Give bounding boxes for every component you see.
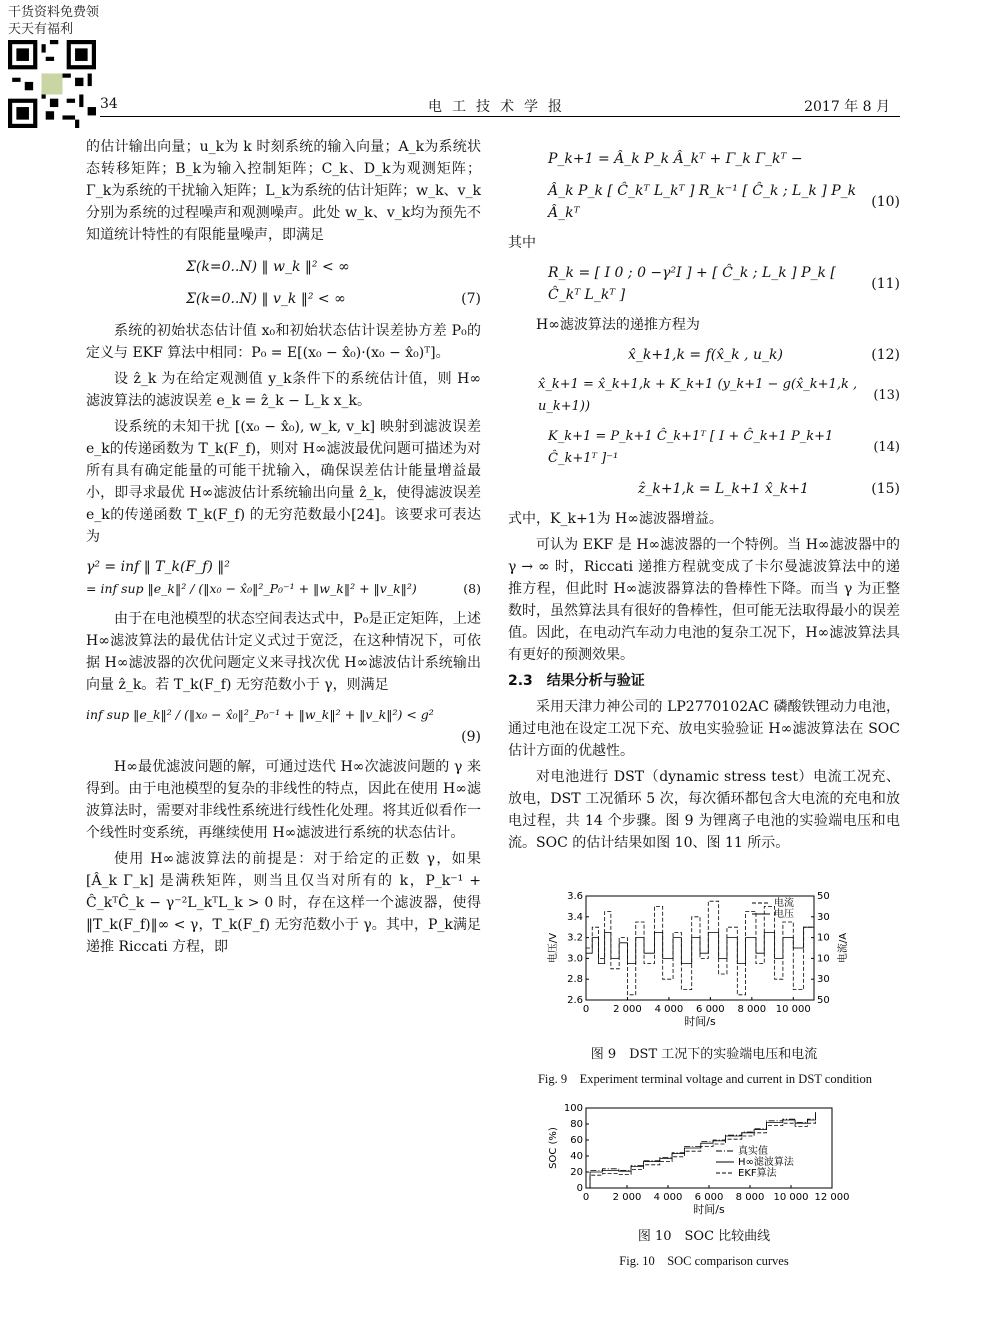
x-axis-label: 时间/s — [684, 1015, 716, 1028]
y-tick-label: 100 — [563, 1103, 583, 1114]
paragraph: 系统的初始状态估计值 x₀和初始状态估计误差协方差 P₀的定义与 EKF 算法中相同：P₀ = E[(x₀ − x̂₀)·(x₀ − x̂₀)ᵀ]。 — [86, 323, 481, 361]
y2-tick-label: 10 — [817, 932, 830, 944]
x-tick-label: 4 000 — [654, 1004, 684, 1015]
paragraph: H∞滤波算法的递推方程为 — [536, 317, 700, 333]
x-tick-label: 6 000 — [694, 1192, 724, 1203]
y-tick-label: 2.6 — [567, 995, 583, 1006]
figure-9-caption: 图 9 DST 工况下的实验端电压和电流 — [590, 1047, 818, 1062]
x-axis-label: 时间/s — [693, 1203, 725, 1216]
equation-number: (9) — [461, 729, 481, 745]
paragraph: 设 ẑ_k 为在给定观测值 y_k条件下的系统估计值，则 H∞滤波算法的滤波误差 e_k = ẑ_k − L_k x_k。 — [86, 371, 481, 409]
y-tick-label: 3.0 — [567, 953, 583, 965]
equation-number: (14) — [873, 440, 900, 455]
x-tick-label: 4 000 — [653, 1192, 683, 1203]
equation-text: ẑ_k+1,k = L_k+1 x̂_k+1 — [638, 481, 809, 497]
y-tick-label: 20 — [570, 1167, 583, 1178]
page-header — [100, 94, 900, 117]
equation-15 — [508, 478, 900, 500]
right-column — [508, 140, 900, 858]
equation-text: Σ(k=0..N) ‖ v_k ‖² < ∞ — [186, 291, 346, 307]
equation-number: (11) — [871, 276, 900, 292]
section-heading: 2.3 结果分析与验证 — [508, 673, 645, 689]
equation-text: P_k+1 = Â_k P_k Â_kᵀ + Γ_k Γ_kᵀ − — [548, 151, 803, 167]
series-line — [586, 1112, 816, 1188]
left-column — [86, 136, 481, 962]
equation-10 — [508, 148, 900, 224]
paragraph: 使用 H∞滤波算法的前提是：对于给定的正数 γ，如果 [Â_k Γ_k] 是满秩矩阵，则当且仅当对所有的 k，P_k⁻¹ + Ĉ_kᵀĈ_k − γ⁻²L_kᵀL_k > 0 时，存在这样一个滤波器，使得 ‖T_k(F_f)‖∞ < γ，T_k(F_f) 无穷范数小于 γ。其中，P_k满足递推 Riccati 方程，即 — [86, 851, 481, 955]
equation-number: (8) — [463, 581, 481, 596]
qr-code-icon — [8, 40, 96, 128]
equation-text: x̂_k+1,k = f(x̂_k , u_k) — [628, 347, 783, 363]
y2-tick-label: 10 — [817, 953, 830, 965]
paragraph: 设系统的未知干扰 [(x₀ − x̂₀), w_k, v_k] 映射到滤波误差 e_k的传递函数为 T_k(F_f)，则对 H∞滤波最优问题可描述为对所有具有确定能量的可能干扰输入，确保误差估计能量增益最小，即寻求最优 H∞滤波估计系统输出向量 ẑ_k，使得滤波误差 e_k的传递函数 T_k(F_f) 的无穷范数最小[24]。该要求可表达为 — [86, 419, 481, 545]
equation-number: (7) — [461, 291, 481, 307]
equation-text: inf sup ‖e_k‖² / (‖x₀ − x̂₀‖²_P₀⁻¹ + ‖w_k‖² + ‖v_k‖²) < g² — [86, 707, 434, 722]
paragraph: 式中，K_k+1为 H∞滤波器增益。 — [508, 511, 723, 527]
y-tick-label: 3.6 — [567, 891, 583, 902]
x-tick-label: 10 000 — [775, 1004, 811, 1015]
legend-label: 真实值 — [738, 1146, 768, 1157]
x-tick-label: 0 — [582, 1192, 590, 1203]
equation-number: (10) — [871, 194, 900, 210]
legend-label: EKF算法 — [738, 1168, 777, 1179]
journal-title: 电工技术学报 — [428, 99, 572, 115]
equation-text: Σ(k=0..N) ‖ w_k ‖² < ∞ — [186, 259, 350, 275]
y-tick-label: 80 — [570, 1119, 583, 1130]
x-tick-label: 2 000 — [613, 1004, 642, 1015]
legend-label: 电流 — [774, 898, 794, 909]
issue-date: 2017 年 8 月 — [804, 99, 890, 115]
paragraph: 的估计输出向量；u_k为 k 时刻系统的输入向量；A_k为系统状态转移矩阵；B_k为输入控制矩阵；C_k、D_k为观测矩阵；Γ_k为系统的干扰输入矩阵；L_k为系统的估计矩阵；w_k、v_k分别为系统的过程噪声和观测噪声。此处 w_k、v_k均为预先不知道统计特性的有限能量噪声，即满足 — [86, 139, 481, 243]
legend-label: 电压 — [774, 909, 794, 920]
equation-text: Â_k P_k [ Ĉ_kᵀ L_kᵀ ] R_k⁻¹ [ Ĉ_k ; L_k ] P_k Â_kᵀ — [548, 183, 857, 221]
legend-label: H∞滤波算法 — [738, 1157, 794, 1168]
paragraph: 其中 — [508, 235, 536, 251]
x-tick-label: 10 000 — [773, 1192, 809, 1203]
paragraph: H∞最优滤波问题的解，可通过迭代 H∞次滤波问题的 γ 来得到。由于电池模型的复杂的非线性的特点，因此在使用 H∞滤波算法时，需要对非线性系统进行线性化处理。将其近似看作一个线性时变系统，再继续使用 H∞滤波进行系统的状态估计。 — [86, 759, 481, 841]
equation-7 — [186, 256, 481, 310]
page-number: 34 — [100, 96, 118, 112]
x-tick-label: 0 — [582, 1004, 590, 1015]
y-tick-label: 0 — [576, 1183, 583, 1194]
equation-8 — [86, 556, 481, 600]
series-line — [586, 1114, 816, 1188]
y2-tick-label: 50 — [817, 891, 830, 902]
figure-10-caption-en: Fig. 10 SOC comparison curves — [619, 1254, 789, 1268]
figure-10-caption: 图 10 SOC 比较曲线 — [637, 1229, 771, 1244]
equation-number: (15) — [871, 481, 900, 497]
figure-9-caption-en: Fig. 9 Experiment terminal voltage and current in DST condition — [537, 1072, 873, 1086]
paragraph: 对电池进行 DST（dynamic stress test）电流工况充、放电，DST 工况循环 5 次，每次循环都包含大电流的充电和放电过程，共 14 个步骤。图 9 为锂离子电池的实验端电压和电流。SOC 的估计结果如图 10、图 11 所示。 — [508, 769, 900, 851]
paragraph: 可认为 EKF 是 H∞滤波器的一个特例。当 H∞滤波器中的 γ → ∞ 时，Riccati 递推方程就变成了卡尔曼滤波算法中的递推方程，但此时 H∞滤波器算法的鲁棒性下降。而当 γ 为正整数时，虽然算法具有很好的鲁棒性，但可能无法取得最小的误差值。因此，在电动汽车动力电池的复杂工况下，H∞滤波算法具有更好的预测效果。 — [508, 537, 900, 663]
figure-10-chart — [546, 1100, 856, 1218]
y2-tick-label: 30 — [817, 911, 830, 923]
y2-tick-label: 50 — [817, 995, 830, 1006]
equation-text: x̂_k+1 = x̂_k+1,k + K_k+1 (y_k+1 − g(x̂_k+1,k , u_k+1)) — [538, 377, 858, 414]
equation-text: R_k = [ I 0 ; 0 −γ²I ] + [ Ĉ_k ; L_k ] P_k [ Ĉ_kᵀ L_kᵀ ] — [548, 265, 836, 303]
y2-axis-label: 电流/A — [838, 932, 849, 964]
equation-text: = inf sup ‖e_k‖² / (‖x₀ − x̂₀‖²_P₀⁻¹ + ‖w_k‖² + ‖v_k‖²) — [86, 581, 417, 596]
x-tick-label: 12 000 — [814, 1192, 850, 1203]
y-tick-label: 3.4 — [567, 911, 583, 923]
x-tick-label: 6 000 — [696, 1004, 725, 1015]
equation-number: (13) — [873, 388, 900, 403]
y-axis-label: 电压/V — [548, 932, 559, 964]
y-axis-label: SOC (%) — [548, 1127, 559, 1169]
equation-13 — [508, 374, 900, 418]
equation-12 — [508, 344, 900, 366]
x-tick-label: 2 000 — [612, 1192, 642, 1203]
y-tick-label: 60 — [570, 1135, 583, 1146]
equation-number: (12) — [871, 347, 900, 363]
x-tick-label: 8 000 — [735, 1192, 765, 1203]
y-tick-label: 3.2 — [567, 932, 583, 944]
figure-9-chart — [530, 886, 860, 1032]
y-tick-label: 2.8 — [567, 974, 583, 986]
equation-text: γ² = inf ‖ T_k(F_f) ‖² — [86, 559, 230, 575]
equation-text: K_k+1 = P_k+1 Ĉ_k+1ᵀ [ I + Ĉ_k+1 P_k+1 Ĉ_k+1ᵀ ]⁻¹ — [548, 429, 834, 466]
equation-9 — [86, 704, 481, 748]
y-tick-label: 40 — [570, 1151, 583, 1162]
y2-tick-label: 30 — [817, 974, 830, 986]
equation-14 — [508, 426, 900, 470]
equation-11 — [508, 262, 900, 306]
paragraph: 由于在电池模型的状态空间表达式中，P₀是正定矩阵，上述 H∞滤波算法的最优估计定义式过于宽泛，在这种情况下，可依据 H∞滤波器的次优问题定义来寻找次优 H∞滤波估计系统输出向量 ẑ_k。若 T_k(F_f) 无穷范数小于 γ，则满足 — [86, 611, 481, 693]
x-tick-label: 8 000 — [737, 1004, 767, 1015]
watermark-line2: 天天有福利 — [8, 22, 74, 37]
watermark-line1: 干货资料免费领 — [8, 5, 100, 20]
paragraph: 采用天津力神公司的 LP2770102AC 磷酸铁锂动力电池，通过电池在设定工况下充、放电实验验证 H∞滤波算法在 SOC 估计方面的优越性。 — [508, 699, 900, 759]
watermark — [8, 4, 99, 38]
